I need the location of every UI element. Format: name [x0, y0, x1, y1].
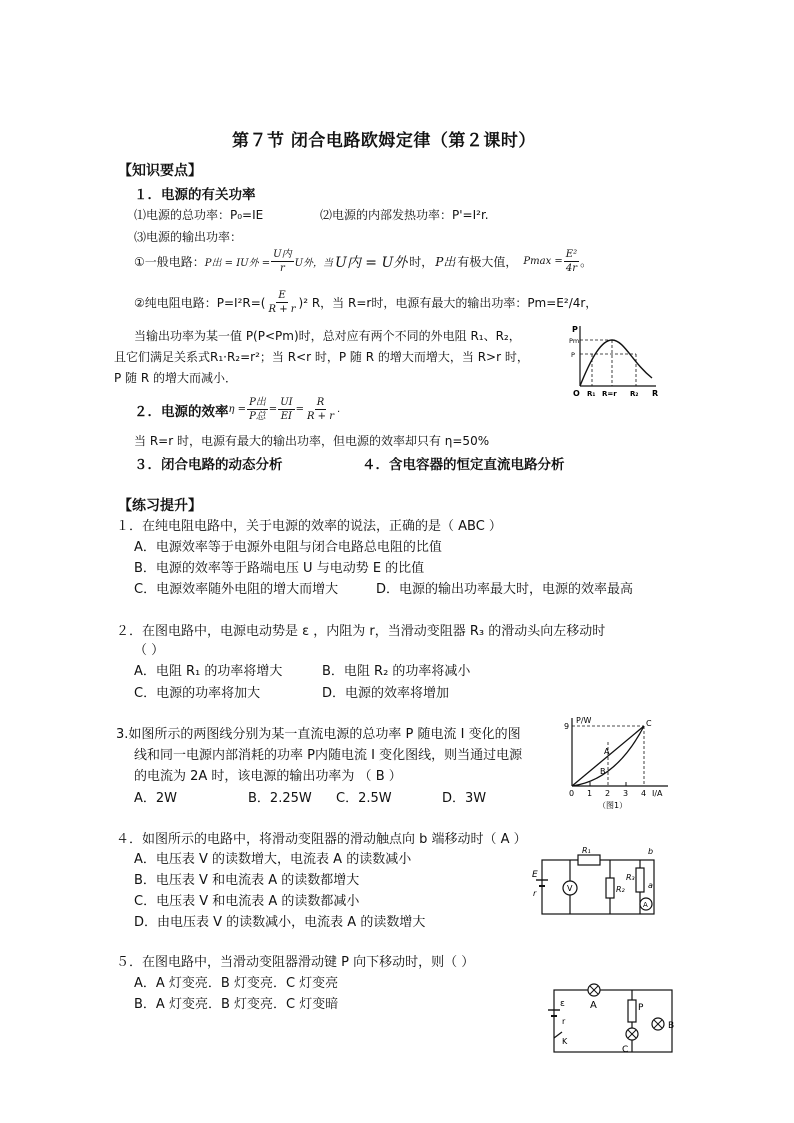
q4-stem: ４．如图所示的电路中，将滑动变阻器的滑动触点向 b 端移动时（ A ） [116, 832, 527, 847]
general-time: 时， [409, 255, 434, 269]
q4-r1-label: R₁ [582, 846, 591, 855]
q4-terminal-a: a [648, 881, 653, 890]
eta-f2-den: EI [280, 411, 292, 422]
eta-f3-den: R + r [306, 411, 335, 422]
q4-ammeter-label: A [643, 901, 648, 909]
general-max: 有极大值， [457, 255, 518, 269]
q3-figure-caption: （图1） [598, 801, 628, 810]
q2-option-d: D．电源的效率将增加 [322, 686, 450, 701]
general-pmax-fraction [564, 248, 579, 275]
general-end: 。 [580, 255, 593, 269]
general-expr-b: U外，当 [294, 258, 334, 269]
q3-y-tick-9: 9 [564, 722, 570, 731]
q2-answer-paren: （ ） [134, 643, 165, 658]
general-condition: U内 = U外 [335, 254, 408, 271]
q5-option-b: B．A 灯变亮．B 灯变亮．C 灯变暗 [134, 997, 339, 1012]
q3-option-c: C．2.5W [336, 791, 392, 806]
section-2-title: ２．电源的效率 [134, 403, 229, 420]
total-power: ⑴电源的总功率：P₀=IE [134, 208, 264, 222]
pmax-frac-num: E² [565, 249, 578, 260]
q3-option-d: D．3W [442, 791, 487, 806]
q4-voltmeter-label: V [567, 884, 573, 893]
eta-f1-num: P出 [249, 397, 266, 408]
graph-rr-label: R=r [602, 390, 617, 398]
section-1-title: １．电源的有关功率 [134, 187, 256, 203]
general-pmax: Pmax = [523, 256, 563, 267]
efficiency-formula [134, 396, 340, 423]
q1-option-b: B．电源的效率等于路端电压 U 与电动势 E 的比值 [134, 561, 425, 576]
general-expr-a: P出 = IU外 = [204, 258, 271, 269]
eta-fraction-3 [305, 396, 336, 423]
pure-rest: )² R，当 R=r时，电源有最大的输出功率：Pm=E²/4r， [298, 296, 598, 310]
general-prefix: ①一般电路： [134, 255, 205, 269]
general-frac-den: r [280, 263, 285, 274]
q5-lamp-b-label: B [668, 1021, 675, 1031]
practice-header: 【练习提升】 [118, 498, 202, 514]
graph-r-axis-label: R [652, 389, 659, 398]
graph-r1-label: R₁ [587, 390, 596, 398]
q2-stem: ２．在图电路中，电源电动势是 ε ，内阻为 r，当滑动变阻器 R₃ 的滑动头向左移动时 [116, 624, 606, 639]
eta-fraction-1 [247, 396, 268, 423]
graph-pm-label: Pm [569, 337, 580, 345]
eta-equals-1: = [268, 404, 278, 415]
q3-x-tick-3: 3 [623, 789, 629, 798]
q3-x-tick-2: 2 [605, 789, 611, 798]
q1-option-d: D．电源的输出功率最大时，电源的效率最高 [376, 582, 634, 597]
q5-circuit-diagram [540, 980, 680, 1060]
general-pc: P出 [435, 255, 456, 269]
q5-stem: ５．在图电路中，当滑动变阻器滑动键 P 向下移动时，则（ ） [116, 955, 475, 970]
q2-option-c: C．电源的功率将加大 [134, 686, 261, 701]
eta-fraction-2 [278, 396, 294, 423]
q3-option-b: B．2.25W [248, 791, 312, 806]
eta-symbol: η = [228, 404, 247, 415]
pmax-frac-den: 4r [565, 263, 577, 274]
q4-circuit-diagram [530, 844, 664, 920]
q3-point-a: A [604, 747, 610, 756]
eta-end: . [337, 404, 341, 415]
q4-terminal-b: b [648, 847, 654, 856]
q4-option-c: C．电压表 V 和电流表 A 的读数都减小 [134, 894, 360, 909]
q4-emf-label: E [532, 870, 538, 880]
q5-lamp-c-label: C [622, 1045, 629, 1055]
eta-equals-2: = [295, 404, 304, 415]
q5-lamp-a-label: A [590, 1000, 597, 1011]
q4-option-d: D．由电压表 V 的读数减小，电流表 A 的读数增大 [134, 915, 426, 930]
q3-x-tick-0: 0 [569, 789, 575, 798]
graph-origin-label: O [573, 389, 580, 398]
general-circuit-formula [134, 248, 592, 275]
q5-switch-label: K [562, 1037, 568, 1046]
section-3-title: ３．闭合电路的动态分析 [134, 457, 283, 473]
graph-p-axis-label: P [572, 325, 578, 334]
q3-line2: 线和同一电源内部消耗的功率 P内随电流 I 变化图线，则当通过电源 [134, 748, 523, 763]
graph-p1-label: P [571, 351, 575, 359]
section-4-title: ４．含电容器的恒定直流电路分析 [362, 457, 565, 473]
graph-r2-label: R₂ [630, 390, 639, 398]
q1-option-c: C．电源效率随外电阻的增大而增大 [134, 582, 339, 597]
q4-r2-label: R₂ [616, 885, 625, 894]
q3-x-tick-1: 1 [587, 789, 593, 798]
page-title: 第７节 闭合电路欧姆定律（第２课时） [232, 131, 536, 151]
q5-emf-label: ε [560, 999, 565, 1009]
q3-point-c: C [646, 719, 652, 728]
pure-circuit-formula [134, 289, 597, 316]
para1-line2: 且它们满足关系式R₁·R₂=r²；当 R<r 时，P 随 R 的增大而增大，当 R>r 时， [114, 350, 529, 364]
eta-f1-den: P总 [249, 411, 266, 422]
knowledge-header: 【知识要点】 [118, 163, 202, 179]
q2-option-b: B．电阻 R₂ 的功率将减小 [322, 664, 471, 679]
pure-fraction [266, 289, 297, 316]
q3-option-a: A．2W [134, 791, 178, 806]
q1-stem: １．在纯电阻电路中，关于电源的效率的说法，正确的是（ ABC ） [116, 519, 502, 534]
general-frac-num: U内 [273, 249, 292, 260]
output-power-label: ⑶电源的输出功率： [134, 230, 243, 244]
para1-line3: P 随 R 的增大而减小． [114, 371, 238, 385]
q1-option-a: A．电源效率等于电源外电阻与闭合电路总电阻的比值 [134, 540, 442, 555]
q3-power-current-graph [560, 714, 674, 810]
q3-y-axis-label: P/W [576, 716, 592, 725]
eta-f3-num: R [316, 397, 325, 408]
pure-frac-num: E [278, 290, 286, 301]
pure-prefix: ②纯电阻电路：P=I²R=( [134, 296, 266, 310]
q3-point-b: B [600, 767, 606, 776]
q5-slider-p-label: P [638, 1003, 644, 1013]
q4-option-a: A．电压表 V 的读数增大，电流表 A 的读数减小 [134, 852, 412, 867]
q4-r3-label: R₃ [626, 873, 635, 882]
q4-option-b: B．电压表 V 和电流表 A 的读数都增大 [134, 873, 360, 888]
q4-internal-r-label: r [533, 889, 537, 898]
eta-f2-num: UI [280, 397, 293, 408]
power-resistance-graph [566, 322, 662, 398]
para1-line1: 当输出功率为某一值 P(P<Pm)时，总对应有两个不同的外电阻 R₁、R₂， [134, 329, 521, 343]
q3-x-tick-4: 4 [641, 789, 647, 798]
q5-internal-r-label: r [562, 1017, 566, 1026]
q2-option-a: A．电阻 R₁ 的功率将增大 [134, 664, 283, 679]
q3-line1: 3.如图所示的两图线分别为某一直流电源的总功率 P 随电流 I 变化的图 [116, 727, 521, 742]
q3-x-axis-label: I/A [652, 789, 663, 798]
pure-frac-den: R + r [268, 304, 296, 315]
q3-line3: 的电流为 2A 时，该电源的输出功率为 （ B ） [134, 769, 402, 784]
efficiency-note: 当 R=r 时，电源有最大的输出功率，但电源的效率却只有 η=50% [134, 434, 490, 448]
internal-heat-power: ⑵电源的内部发热功率：P'=I²r. [320, 208, 489, 222]
general-fraction [271, 248, 293, 275]
q5-option-a: A．A 灯变亮．B 灯变亮．C 灯变亮 [134, 976, 339, 991]
